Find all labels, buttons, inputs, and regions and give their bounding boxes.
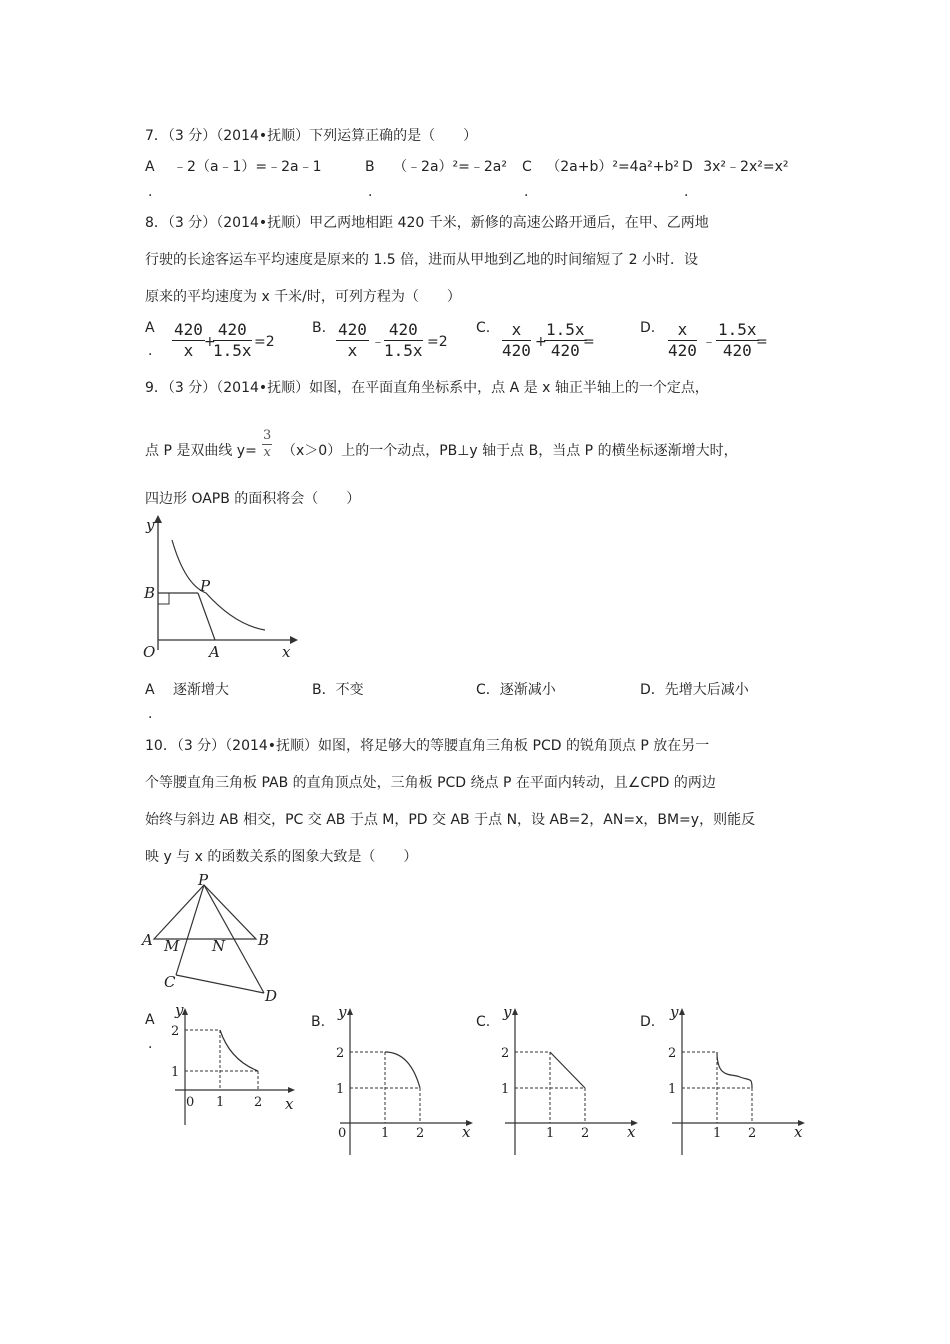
graph-d [662, 1005, 812, 1160]
operator: + [535, 334, 547, 350]
q10-line2: 个等腰直角三角板 PAB 的直角顶点处，三角板 PCD 绕点 P 在平面内转动，且∠CPD 的两边 [145, 775, 716, 791]
q8-line1: 8．（3 分）（2014•抚顺）甲乙两地相距 420 千米，新修的高速公路开通后，在甲、乙两地 [145, 215, 709, 231]
option-text: 逐渐增大 [173, 682, 230, 698]
option-dot: . [368, 184, 373, 200]
fraction: $\frac{1.5x}{420}$ [546, 320, 585, 360]
tick-1: 1 [171, 1065, 180, 1080]
option-letter: D [682, 159, 693, 175]
tick-2: 2 [171, 1024, 180, 1039]
q9-line2-pre: 点 P 是双曲线 y= [145, 443, 257, 459]
q7-stem [145, 126, 477, 146]
option-letter: C. [476, 320, 491, 336]
graph-label-y: y [670, 1003, 679, 1021]
fraction: $\frac{x}{420}$ [502, 320, 531, 360]
q7-option-d[interactable] [682, 157, 788, 177]
tick-1: 1 [668, 1082, 677, 1097]
tick-2: 2 [336, 1046, 345, 1061]
tick-x1: 1 [713, 1126, 722, 1141]
option-letter: A [145, 682, 155, 698]
graph-label-y: y [338, 1003, 347, 1021]
tick-0: 0 [338, 1126, 347, 1141]
q8-line3: 原来的平均速度为 x 千米/时，可列方程为（ ） [145, 289, 461, 305]
label-y: y [146, 516, 155, 534]
label-m: M [164, 937, 180, 955]
option-text: 不变 [335, 682, 364, 698]
q10-line3: 始终与斜边 AB 相交，PC 交 AB 于点 M，PD 交 AB 于点 N，设 AB=2，AN=x，BM=y，则能反 [145, 812, 756, 828]
rhs: = [583, 334, 595, 350]
option-letter: C. [476, 1014, 491, 1030]
option-letter: D. [640, 320, 656, 336]
option-letter: A [145, 159, 155, 175]
q10-line4: 映 y 与 x 的函数关系的图象大致是（ ） [145, 849, 418, 865]
label-c: C [164, 973, 176, 991]
graph-label-x: x [285, 1095, 294, 1113]
tick-0: 0 [186, 1095, 195, 1110]
fraction: $\frac{420}{1.5x}$ [213, 320, 252, 360]
label-d: D [265, 987, 278, 1005]
q9-option-a[interactable] [145, 680, 229, 700]
tick-x1: 1 [381, 1126, 390, 1141]
tick-2: 2 [501, 1046, 510, 1061]
label-p: P [198, 871, 209, 889]
label-o: O [143, 643, 156, 661]
label-a: A [142, 931, 153, 949]
label-b: B [144, 584, 156, 602]
option-letter: C [522, 159, 532, 175]
tick-x2: 2 [254, 1095, 263, 1110]
option-letter: B． [312, 682, 336, 698]
q9-option-d[interactable] [640, 680, 749, 700]
tick-x2: 2 [748, 1126, 757, 1141]
label-a: A [209, 643, 220, 661]
tick-2: 2 [668, 1046, 677, 1061]
graph-label-x: x [627, 1123, 636, 1141]
q7-option-b[interactable] [365, 157, 507, 177]
option-dot: . [148, 343, 153, 359]
label-x: x [282, 643, 291, 661]
fraction: $\frac{420}{x}$ [338, 320, 367, 360]
option-letter: A [145, 1012, 155, 1028]
option-dot: . [148, 184, 153, 200]
graph-label-x: x [794, 1123, 803, 1141]
option-text: 先增大后减小 [664, 682, 749, 698]
q9-option-b[interactable] [312, 680, 364, 700]
option-text: ﹣2（a﹣1）=﹣2a﹣1 [173, 159, 322, 175]
graph-a [165, 1001, 305, 1135]
graph-label-y: y [175, 1001, 184, 1019]
rhs: = [756, 334, 768, 350]
rhs: =2 [427, 334, 448, 350]
graph-c [495, 1005, 645, 1160]
option-text: 3x²﹣2x²=x² [703, 159, 789, 175]
option-letter: B [365, 159, 375, 175]
option-text: （2a+b）²=4a²+b² [546, 159, 680, 175]
q7-number: 7． [145, 128, 168, 144]
option-text: 逐渐减小 [499, 682, 556, 698]
tick-x2: 2 [581, 1126, 590, 1141]
fraction: $\frac{420}{1.5x}$ [384, 320, 423, 360]
option-letter: B. [312, 320, 327, 336]
option-letter: C． [476, 682, 500, 698]
fraction: $\frac{1.5x}{420}$ [718, 320, 757, 360]
label-b: B [258, 931, 270, 949]
q9-option-c[interactable] [476, 680, 556, 700]
graph-label-x: x [462, 1123, 471, 1141]
tick-1: 1 [501, 1082, 510, 1097]
q9-figure [140, 515, 300, 665]
graph-label-y: y [503, 1003, 512, 1021]
tick-x1: 1 [216, 1095, 225, 1110]
option-dot: . [148, 1036, 153, 1052]
q7-option-a[interactable] [145, 157, 322, 177]
q10-line1: 10．（3 分）（2014•抚顺）如图，将足够大的等腰直角三角板 PCD 的锐角顶点 P 放在另一 [145, 738, 710, 754]
option-dot: . [524, 184, 529, 200]
tick-1: 1 [336, 1082, 345, 1097]
graph-b [330, 1005, 480, 1160]
option-text: （﹣2a）²=﹣2a² [393, 159, 507, 175]
q8-line2: 行驶的长途客运车平均速度是原来的 1.5 倍，进而从甲地到乙地的时间缩短了 2 小时．设 [145, 252, 698, 268]
label-n: N [212, 937, 226, 955]
option-letter: D. [640, 1014, 656, 1030]
option-letter: A [145, 320, 155, 336]
q7-option-c[interactable] [522, 157, 679, 177]
q9-line2-post: （x＞0）上的一个动点，PB⊥y 轴于点 B，当点 P 的横坐标逐渐增大时， [282, 443, 738, 459]
fraction: $\frac{420}{x}$ [174, 320, 203, 360]
operator: + [204, 334, 216, 350]
option-letter: B. [311, 1014, 326, 1030]
label-p: P [200, 577, 211, 595]
q9-line1: 9．（3 分）（2014•抚顺）如图，在平面直角坐标系中，点 A 是 x 轴正半轴上的一个定点， [145, 380, 709, 396]
hyperbola-fraction: $\frac{3}{x}$ [263, 428, 272, 460]
rhs: =2 [254, 334, 275, 350]
operator: ﹣ [371, 334, 385, 350]
option-dot: . [684, 184, 689, 200]
tick-x2: 2 [416, 1126, 425, 1141]
option-letter: D． [640, 682, 665, 698]
option-dot: . [148, 706, 153, 722]
q9-line3: 四边形 OAPB 的面积将会（ ） [145, 491, 361, 507]
operator: ﹣ [702, 334, 716, 350]
q10-figure [140, 871, 290, 1005]
fraction: $\frac{x}{420}$ [668, 320, 697, 360]
q7-meta: （3 分）（2014•抚顺）下列运算正确的是（ ） [167, 128, 478, 144]
tick-x1: 1 [546, 1126, 555, 1141]
